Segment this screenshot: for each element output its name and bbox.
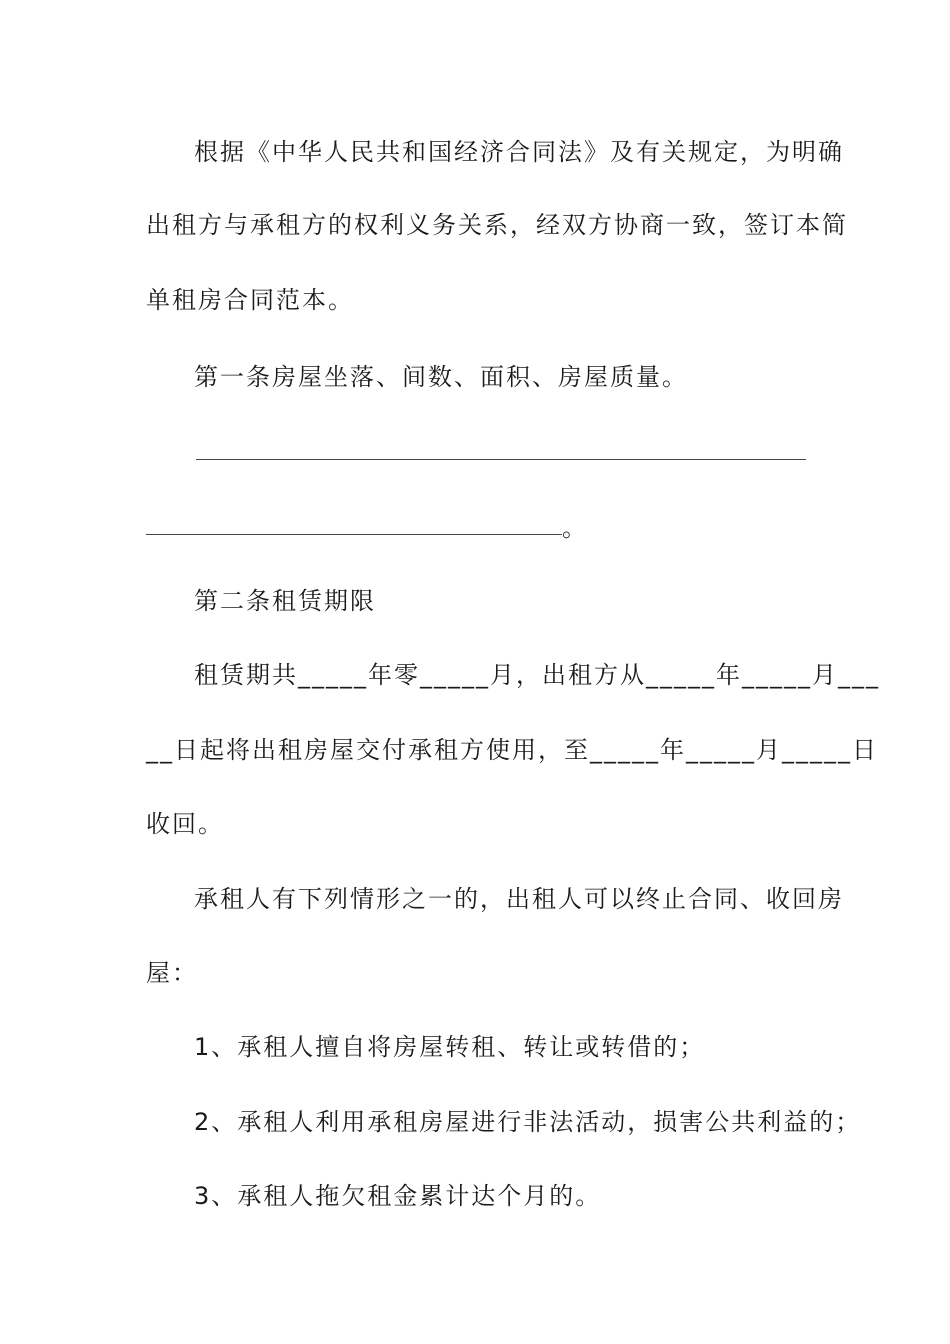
article-1-heading: 第一条房屋坐落、间数、面积、房屋质量。 [194, 363, 688, 391]
term-line-1: 租赁期共_____年零_____月，出租方从_____年_____月___ [194, 661, 880, 689]
article-2-heading: 第二条租赁期限 [194, 587, 376, 615]
term-line-2: __日起将出租房屋交付承租方使用，至_____年_____月_____日 [146, 736, 878, 764]
intro-line-1: 根据《中华人民共和国经济合同法》及有关规定，为明确 [194, 138, 844, 166]
termination-item-1: 1、承租人擅自将房屋转租、转让或转借的； [194, 1033, 706, 1061]
blank-line-end-mark: 。 [562, 514, 588, 542]
termination-item-3: 3、承租人拖欠租金累计达个月的。 [194, 1182, 602, 1210]
termination-item-2: 2、承租人利用承租房屋进行非法活动，损害公共利益的； [194, 1108, 862, 1136]
intro-line-2: 出租方与承租方的权利义务关系，经双方协商一致，签订本简 [146, 211, 848, 239]
intro-line-3: 单租房合同范本。 [146, 286, 354, 314]
blank-line-2 [146, 534, 562, 535]
term-line-3: 收回。 [146, 810, 224, 838]
blank-line-1 [196, 459, 806, 460]
termination-intro-line-2: 屋： [146, 959, 198, 987]
termination-intro-line-1: 承租人有下列情形之一的，出租人可以终止合同、收回房 [194, 885, 844, 913]
